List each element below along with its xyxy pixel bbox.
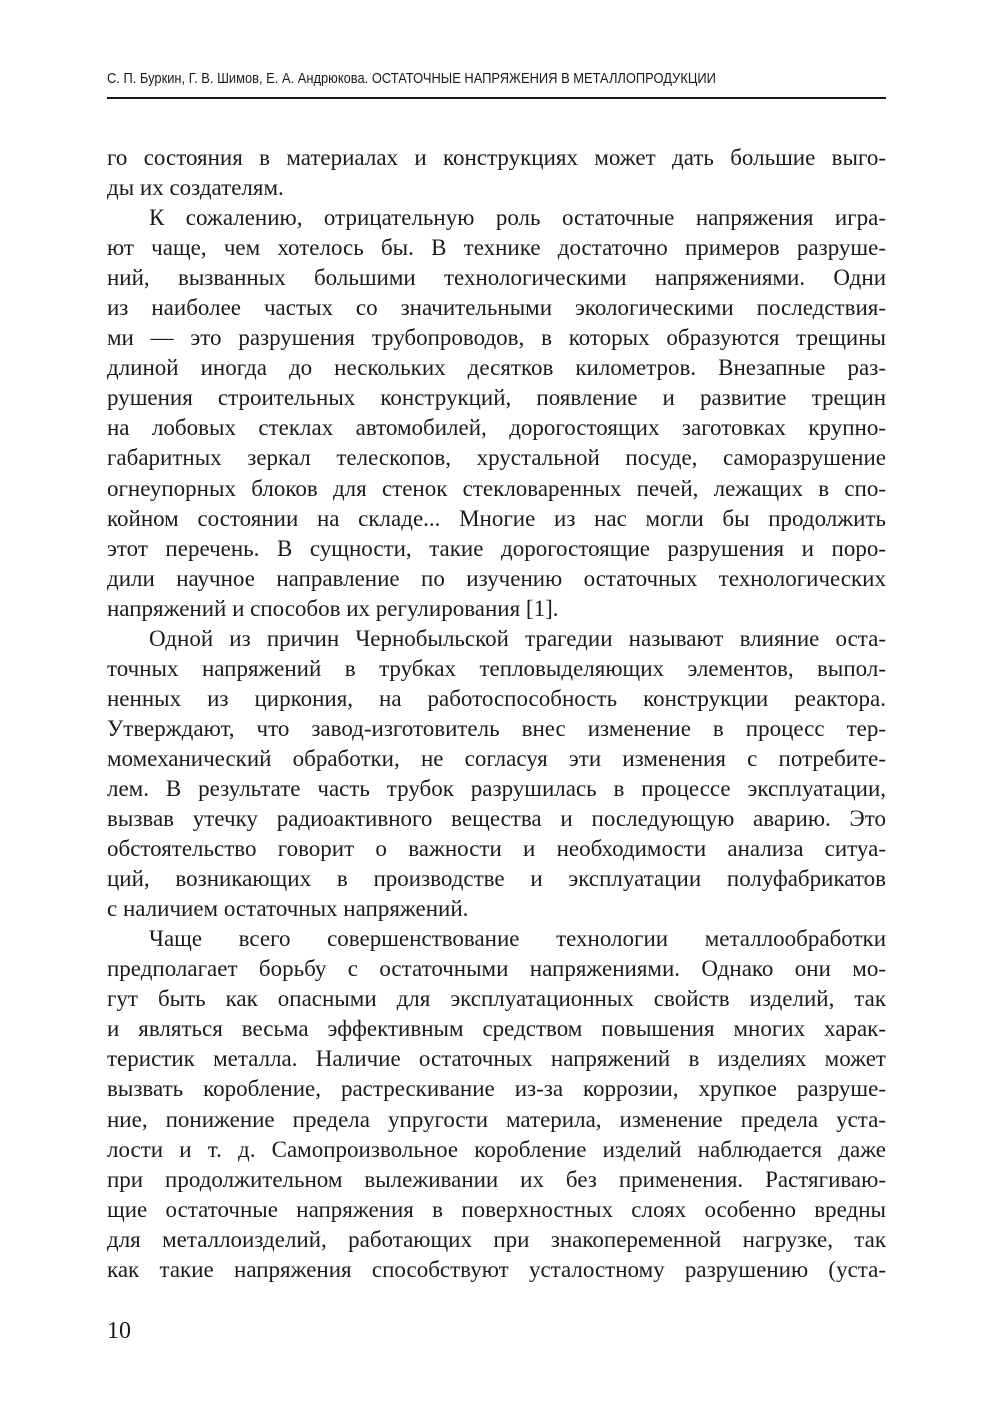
- header-rule: [107, 97, 886, 99]
- text-line: с наличием остаточных напряжений.: [107, 896, 469, 922]
- page-number: 10: [107, 1318, 131, 1344]
- text-line: Чаще всего совершенствование технологии металлообработки: [149, 926, 886, 952]
- text-line: дили научное направление по изучению остаточных технологических: [107, 565, 886, 591]
- text-line: ций, возникающих в производстве и эксплуатации полуфабрикатов: [107, 866, 886, 892]
- text-line: Утверждают, что завод-изготовитель внес изменение в процесс тер-: [107, 715, 886, 741]
- text-line: го состояния в материалах и конструкциях может дать большие выго-: [107, 145, 886, 170]
- paragraph-metalworking: [107, 924, 886, 1285]
- text-line: напряжений и способов их регулирования [1].: [107, 595, 559, 621]
- text-line: койном состоянии на складе... Многие из нас могли бы продолжить: [107, 505, 886, 531]
- text-line: момеханический обработки, не согласуя эти изменения с потребите-: [107, 745, 886, 771]
- running-header-title: С. П. Буркин, Г. В. Шимов, Е. А. Андрюкова. ОСТАТОЧНЫЕ НАПРЯЖЕНИЯ В МЕТАЛЛОПРОДУКЦИИ: [107, 70, 716, 87]
- text-line: ний, вызванных большими технологическими напряжениями. Одни: [107, 265, 886, 291]
- text-line: Одной из причин Чернобыльской трагедии называют влияние оста-: [149, 625, 886, 651]
- text-line: точных напряжений в трубках тепловыделяющих элементов, выпол-: [107, 655, 886, 681]
- text-line: при продолжительном вылеживании их без применения. Растягиваю-: [107, 1166, 886, 1192]
- text-line: ненных из циркония, на работоспособность конструкции реактора.: [107, 685, 886, 711]
- text-line: теристик металла. Наличие остаточных напряжений в изделиях может: [107, 1046, 886, 1072]
- text-line: гут быть как опасными для эксплуатационных свойств изделий, так: [107, 986, 886, 1012]
- text-line: ние, понижение предела упругости материла, изменение предела уста-: [107, 1106, 886, 1132]
- paragraph-chernobyl: [107, 624, 886, 924]
- text-line: из наиболее частых со значительными экологическими последствия-: [107, 295, 886, 321]
- text-line: и являться весьма эффективным средством повышения многих харак-: [107, 1016, 886, 1042]
- text-line: лем. В результате часть трубок разрушилась в процессе эксплуатации,: [107, 775, 886, 801]
- text-line: этот перечень. В сущности, такие дорогостоящие разрушения и поро-: [107, 535, 886, 561]
- text-line: К сожалению, отрицательную роль остаточные напряжения игра-: [149, 205, 886, 231]
- text-line: вызвать коробление, растрескивание из-за коррозии, хрупкое разруше-: [107, 1076, 886, 1102]
- text-line: огнеупорных блоков для стенок стекловаренных печей, лежащих в спо-: [107, 475, 886, 501]
- text-line: габаритных зеркал телескопов, хрустальной посуде, саморазрушение: [107, 445, 886, 471]
- text-line: длиной иногда до нескольких десятков километров. Внезапные раз-: [107, 355, 886, 381]
- body-text: [107, 143, 886, 1285]
- text-line: на лобовых стеклах автомобилей, дорогостоящих заготовках крупно-: [107, 415, 886, 441]
- text-line: ми — это разрушения трубопроводов, в которых образуются трещины: [107, 325, 886, 351]
- text-line: щие остаточные напряжения в поверхностных слоях особенно вредны: [107, 1196, 886, 1222]
- paragraph-continuation: [107, 143, 886, 203]
- text-line: как такие напряжения способствуют усталостному разрушению (уста-: [107, 1256, 886, 1282]
- paragraph-regrettably: [107, 203, 886, 624]
- text-line: рушения строительных конструкций, появление и развитие трещин: [107, 385, 886, 411]
- text-line: вызвав утечку радиоактивного вещества и последующую аварию. Это: [107, 806, 886, 832]
- text-line: ды их создателям.: [107, 175, 284, 201]
- text-line: ют чаще, чем хотелось бы. В технике достаточно примеров разруше-: [107, 235, 886, 261]
- text-line: лости и т. д. Самопроизвольное коробление изделий наблюдается даже: [107, 1136, 886, 1162]
- text-line: для металлоизделий, работающих при знакопеременной нагрузке, так: [107, 1226, 886, 1252]
- text-line: обстоятельство говорит о важности и необходимости анализа ситуа-: [107, 836, 886, 862]
- text-line: предполагает борьбу с остаточными напряжениями. Однако они мо-: [107, 956, 886, 982]
